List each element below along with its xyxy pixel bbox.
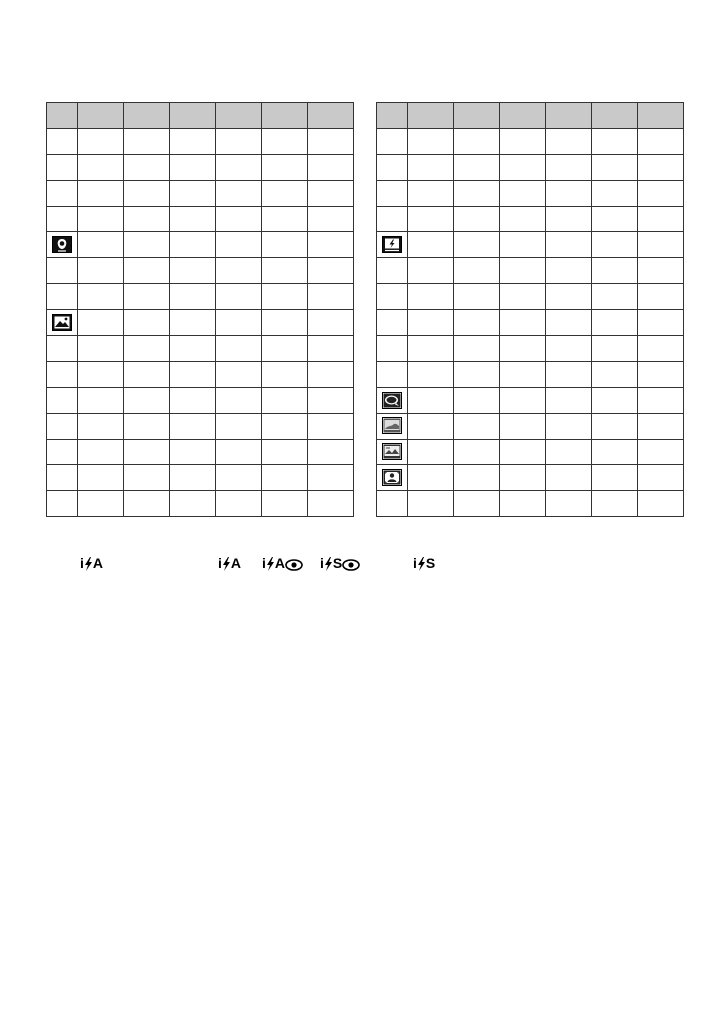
table-cell [638,206,684,232]
row-label-cell [47,154,78,180]
row-label-cell [47,232,78,258]
row-label-cell [377,284,408,310]
table-cell [78,310,124,336]
table-cell [592,232,638,258]
table-cell [216,206,262,232]
table-cell [262,154,308,180]
table-cell [78,413,124,439]
table-cell [500,154,546,180]
header-cell [124,103,170,129]
table-cell [500,180,546,206]
table-cell [124,128,170,154]
table-row [47,387,354,413]
table-cell [592,439,638,465]
table-cell [592,491,638,517]
table-cell [170,232,216,258]
table-cell [216,258,262,284]
table-cell [216,336,262,362]
table-cell [124,258,170,284]
table-cell [78,180,124,206]
table-cell [408,361,454,387]
table-cell [216,284,262,310]
table-cell [216,491,262,517]
table-cell [308,387,354,413]
right-header-row [377,103,684,129]
table-cell [308,284,354,310]
table-cell [262,180,308,206]
table-cell [500,232,546,258]
table-cell [592,310,638,336]
table-cell [500,310,546,336]
table-cell [546,439,592,465]
table-cell [78,258,124,284]
table-cell [170,206,216,232]
table-cell [124,361,170,387]
table-cell [500,465,546,491]
table-cell [216,154,262,180]
table-cell [124,336,170,362]
table-cell [546,180,592,206]
table-cell [638,413,684,439]
table-row [377,387,684,413]
table-cell [454,154,500,180]
table-cell [592,258,638,284]
table-cell [408,180,454,206]
table-cell [308,439,354,465]
header-cell [216,103,262,129]
table-cell [638,336,684,362]
row-label-cell [47,310,78,336]
eye-icon [342,559,360,571]
table-cell [638,154,684,180]
table-cell [308,491,354,517]
table-cell [408,258,454,284]
table-cell [408,206,454,232]
row-label-cell [47,180,78,206]
table-cell [216,232,262,258]
table-cell [638,128,684,154]
table-cell [262,387,308,413]
table-cell [592,361,638,387]
table-cell [546,258,592,284]
table-row [47,154,354,180]
row-label-cell [47,128,78,154]
table-cell [124,439,170,465]
table-cell [78,491,124,517]
table-cell [124,232,170,258]
row-label-cell [377,413,408,439]
table-cell [308,258,354,284]
table-cell [546,491,592,517]
table-cell [454,439,500,465]
table-cell [638,491,684,517]
table-cell [500,361,546,387]
table-cell [262,258,308,284]
table-cell [308,206,354,232]
scene-landscape-icon [52,314,72,331]
table-cell [638,361,684,387]
header-cell [47,103,78,129]
table-cell [308,232,354,258]
table-cell [262,413,308,439]
table-cell [454,206,500,232]
row-label-cell [377,387,408,413]
table-cell [638,439,684,465]
table-cell [408,387,454,413]
table-row [47,128,354,154]
table-cell [592,206,638,232]
row-label-cell [47,387,78,413]
table-cell [408,465,454,491]
left-table [46,102,354,517]
table-cell [170,361,216,387]
row-label-cell [377,465,408,491]
table-cell [78,439,124,465]
table-cell [546,284,592,310]
flash-icon [84,557,93,571]
table-row [47,258,354,284]
table-row [47,465,354,491]
table-cell [170,284,216,310]
table-cell [308,413,354,439]
table-cell [638,387,684,413]
table-cell [262,128,308,154]
flash-icon [417,557,426,571]
flash-icon [222,557,231,571]
table-cell [170,491,216,517]
row-label-cell [377,361,408,387]
table-cell [408,284,454,310]
table-cell [262,284,308,310]
table-cell [500,284,546,310]
table-cell [638,284,684,310]
table-row [377,258,684,284]
table-cell [170,154,216,180]
table-cell [454,180,500,206]
flash-slow-symbol: i S [413,555,436,571]
table-cell [408,491,454,517]
table-cell [262,336,308,362]
table-row [377,128,684,154]
table-cell [124,180,170,206]
right-table [376,102,684,517]
table-cell [408,336,454,362]
table-row [377,465,684,491]
table-cell [592,128,638,154]
table-cell [454,491,500,517]
table-cell [308,128,354,154]
table-cell [592,180,638,206]
row-label-cell [47,258,78,284]
table-cell [546,413,592,439]
table-cell [262,491,308,517]
table-row [377,206,684,232]
table-row [377,284,684,310]
table-cell [546,361,592,387]
table-cell [308,180,354,206]
table-cell [546,232,592,258]
table-cell [216,310,262,336]
table-cell [638,232,684,258]
flash-icon [266,557,275,571]
table-cell [546,336,592,362]
table-row [377,232,684,258]
table-cell [308,336,354,362]
header-cell [377,103,408,129]
row-label-cell [377,336,408,362]
scene-flash-icon [382,236,402,253]
table-cell [592,465,638,491]
row-label-cell [47,284,78,310]
eye-icon [285,559,303,571]
table-cell [216,387,262,413]
table-row [377,413,684,439]
table-row [47,439,354,465]
table-row [47,413,354,439]
table-cell [262,465,308,491]
table-cell [454,336,500,362]
header-cell [454,103,500,129]
table-cell [170,439,216,465]
table-cell [216,413,262,439]
table-cell [592,284,638,310]
table-row [47,232,354,258]
table-cell [308,154,354,180]
header-cell [170,103,216,129]
table-cell [170,258,216,284]
table-cell [170,180,216,206]
row-label-cell [47,336,78,362]
table-cell [454,128,500,154]
row-label-cell [47,361,78,387]
table-cell [592,413,638,439]
row-label-cell [47,439,78,465]
table-cell [78,128,124,154]
table-cell [592,154,638,180]
table-cell [454,258,500,284]
table-cell [454,232,500,258]
table-cell [124,491,170,517]
table-cell [170,413,216,439]
table-cell [78,336,124,362]
table-cell [454,284,500,310]
row-label-cell [377,491,408,517]
table-cell [638,310,684,336]
table-cell [78,361,124,387]
row-label-cell [377,258,408,284]
table-cell [170,387,216,413]
table-cell [262,361,308,387]
table-cell [638,258,684,284]
table-cell [124,154,170,180]
table-cell [78,154,124,180]
table-cell [170,336,216,362]
table-cell [124,206,170,232]
row-label-cell [47,206,78,232]
row-label-cell [47,465,78,491]
table-row [47,310,354,336]
table-cell [638,465,684,491]
header-cell [308,103,354,129]
table-row [47,336,354,362]
table-row [47,206,354,232]
table-cell [500,206,546,232]
scene-speech-icon [382,391,402,408]
table-row [47,361,354,387]
table-cell [500,336,546,362]
table-cell [124,387,170,413]
table-cell [546,206,592,232]
table-cell [454,361,500,387]
table-cell [216,465,262,491]
table-cell [638,180,684,206]
table-cell [408,439,454,465]
scene-sunset-icon [382,417,402,434]
table-row [377,180,684,206]
table-cell [408,128,454,154]
table-cell [170,465,216,491]
table-row [377,336,684,362]
table-cell [124,413,170,439]
table-cell [216,439,262,465]
header-cell [638,103,684,129]
row-label-cell [377,206,408,232]
table-cell [408,154,454,180]
row-label-cell [377,310,408,336]
header-cell [262,103,308,129]
flash-icon [324,557,333,571]
table-cell [454,413,500,439]
left-header-row [47,103,354,129]
table-cell [308,310,354,336]
table-cell [546,154,592,180]
table-cell [78,232,124,258]
header-cell [408,103,454,129]
row-label-cell [377,128,408,154]
table-cell [500,128,546,154]
flash-slow-redeye-symbol: i S [320,555,360,571]
scene-person-icon [382,469,402,486]
table-cell [216,128,262,154]
table-row [377,154,684,180]
table-cell [170,128,216,154]
row-label-cell [377,154,408,180]
table-cell [124,310,170,336]
table-cell [216,361,262,387]
table-cell [216,180,262,206]
table-cell [546,387,592,413]
table-cell [78,465,124,491]
table-cell [308,465,354,491]
table-cell [454,387,500,413]
table-cell [124,284,170,310]
table-cell [454,465,500,491]
table-cell [170,310,216,336]
table-row [377,361,684,387]
header-cell [78,103,124,129]
scene-portrait-icon [52,236,72,253]
table-cell [500,387,546,413]
table-row [47,284,354,310]
table-cell [592,336,638,362]
scene-sky-icon [382,443,402,460]
table-row [47,491,354,517]
row-label-cell [47,413,78,439]
table-cell [408,413,454,439]
header-cell [500,103,546,129]
table-cell [500,258,546,284]
table-cell [124,465,170,491]
table-cell [408,310,454,336]
table-cell [500,413,546,439]
flash-auto-symbol-1: i A [80,555,104,571]
table-cell [546,128,592,154]
table-row [47,180,354,206]
table-cell [546,465,592,491]
table-cell [308,361,354,387]
table-row [377,439,684,465]
table-cell [454,310,500,336]
header-cell [546,103,592,129]
header-cell [592,103,638,129]
table-row [377,491,684,517]
flash-auto-redeye-symbol: i A [262,555,303,571]
table-cell [262,232,308,258]
flash-auto-symbol-2: i A [218,555,242,571]
table-row [377,310,684,336]
table-cell [408,232,454,258]
table-cell [546,310,592,336]
row-label-cell [377,439,408,465]
row-label-cell [47,491,78,517]
table-cell [592,387,638,413]
table-cell [262,439,308,465]
table-cell [78,206,124,232]
table-cell [262,310,308,336]
table-cell [500,491,546,517]
row-label-cell [377,232,408,258]
table-cell [78,284,124,310]
table-cell [500,439,546,465]
table-cell [262,206,308,232]
row-label-cell [377,180,408,206]
table-cell [78,387,124,413]
